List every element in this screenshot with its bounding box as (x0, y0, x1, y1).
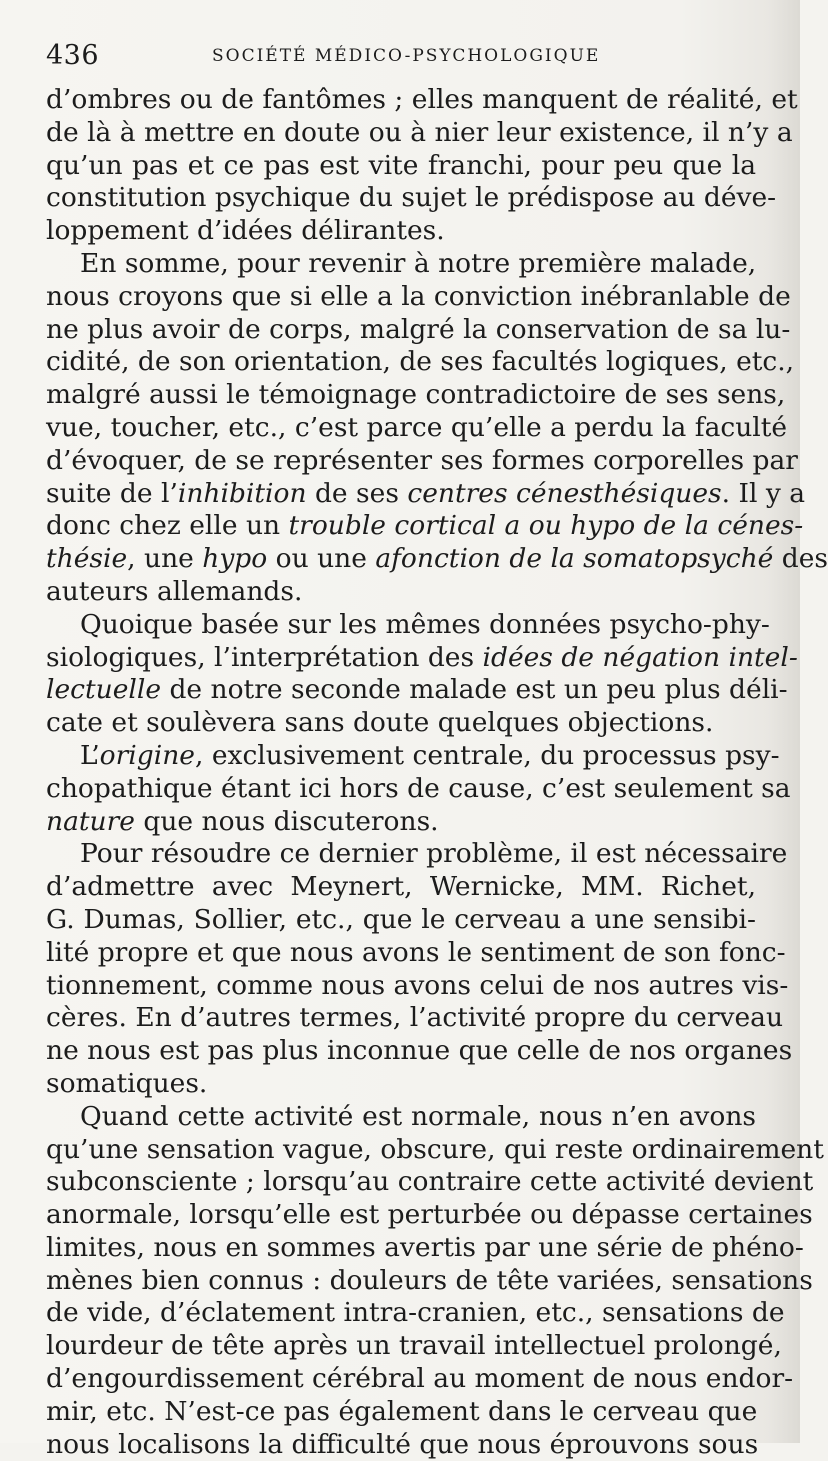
text-run: nous croyons que si elle a la conviction inébranlable de (46, 280, 791, 312)
text-line (46, 84, 798, 117)
text-line (46, 379, 786, 412)
text-run: cate et soulèvera sans doute quelques objections. (46, 707, 714, 739)
text-run: . Il y a (721, 477, 806, 509)
text-run: d’admettre avec Meynert, Wernicke, MM. Richet, (46, 871, 756, 903)
text-run: d’engourdissement cérébral au moment de nous endor- (46, 1363, 794, 1395)
text-run: L’ (80, 739, 100, 771)
italic-text: trouble cortical a ou hypo de la cénes- (288, 510, 804, 542)
text-line (46, 772, 791, 806)
text-run: lourdeur de tête après un travail intellectuel prolongé, (46, 1330, 782, 1362)
italic-text: nature (46, 805, 135, 837)
text-run: malgré aussi le témoignage contradictoire de ses sens, (46, 379, 786, 411)
text-run: qu’une sensation vague, obscure, qui reste ordinairement (46, 1133, 824, 1165)
text-run: ou une (267, 543, 376, 575)
text-line (46, 608, 770, 642)
page-number: 436 (46, 40, 100, 71)
text-line (46, 1002, 784, 1035)
text-run: Quoique basée sur les mêmes données psycho-phy- (80, 608, 770, 640)
running-title: SOCIÉTÉ MÉDICO-PSYCHOLOGIQUE (212, 46, 601, 66)
text-run: anormale, lorsqu’elle est perturbée ou dépasse certaines (46, 1199, 813, 1231)
text-line (46, 1035, 793, 1068)
text-run: d’évoquer, de se représenter ses formes corporelles par (46, 444, 798, 476)
text-run: des (773, 543, 828, 575)
text-line (46, 904, 756, 937)
text-run: suite de l’ (46, 477, 178, 509)
italic-text: inhibition (177, 477, 307, 509)
text-line (46, 477, 806, 511)
text-line (46, 936, 786, 970)
text-run: constitution psychique du sujet le prédispose au déve- (46, 182, 777, 214)
text-run: de ses (306, 477, 408, 509)
text-line (46, 1231, 804, 1265)
text-line (46, 641, 798, 675)
italic-text: lectuelle (46, 674, 162, 706)
text-run: auteurs allemands. (46, 575, 303, 607)
text-run: d’ombres ou de fantômes ; elles manquent de réalité, et (46, 84, 798, 115)
text-line (46, 510, 804, 543)
text-line (46, 444, 798, 478)
text-run: de vide, d’éclatement intra-cranien, etc., sensations de (46, 1297, 785, 1329)
text-line (46, 707, 756, 740)
text-line (46, 1133, 824, 1167)
text-line (46, 1330, 782, 1363)
text-line (46, 1363, 794, 1396)
text-run: , une (127, 543, 203, 575)
text-run: En somme, pour revenir à notre première malade, (80, 247, 757, 279)
text-line (46, 543, 828, 576)
italic-text: afonction de la somatopsyché (375, 543, 774, 575)
text-run: cères. En d’autres termes, l’activité propre du cerveau (46, 1002, 784, 1034)
text-line (46, 150, 756, 183)
text-line (46, 1068, 756, 1101)
text-line (46, 411, 788, 445)
text-run: subconsciente ; lorsqu’au contraire cette activité devient (46, 1166, 814, 1198)
text-line (46, 1166, 814, 1199)
italic-text: idées de négation intel- (482, 641, 798, 673)
text-run: de là à mettre en doute ou à nier leur existence, il n’y a (46, 116, 793, 148)
text-run: , exclusivement centrale, du processus psy- (194, 739, 780, 771)
italic-text: hypo (202, 543, 268, 575)
page-header (46, 36, 756, 76)
text-run: qu’un pas et ce pas est vite franchi, pour peu que la (46, 149, 756, 181)
text-line (46, 182, 777, 215)
italic-text: centres cénesthésiques (407, 477, 722, 509)
italic-text: origine (99, 739, 195, 771)
text-run: mènes bien connus : douleurs de tête variées, sensations (46, 1264, 813, 1296)
text-line (46, 1264, 813, 1298)
text-line (46, 313, 791, 347)
text-line (46, 739, 780, 773)
body-text (46, 84, 828, 1461)
text-line (46, 969, 789, 1003)
text-run: Quand cette activité est normale, nous n’en avons (80, 1100, 756, 1132)
text-run: donc chez elle un (46, 510, 289, 542)
text-run: nous localisons la difficulté que nous éprouvons sous (46, 1428, 759, 1460)
text-line (46, 1199, 813, 1232)
text-run: cidité, de son orientation, de ses facultés logiques, etc., (46, 346, 795, 378)
text-run: G. Dumas, Sollier, etc., que le cerveau a une sensibi- (46, 903, 756, 935)
text-run: somatiques. (46, 1067, 208, 1099)
text-line (46, 1396, 756, 1429)
text-line (46, 576, 756, 609)
text-run: que nous discuterons. (134, 805, 439, 837)
text-line (46, 674, 788, 707)
text-line (46, 116, 793, 150)
text-run: ne nous est pas plus inconnue que celle de nos organes (46, 1035, 793, 1067)
text-run: de notre seconde malade est un peu plus déli- (161, 674, 788, 706)
text-line (46, 280, 791, 314)
text-line (46, 215, 756, 248)
text-run: tionnement, comme nous avons celui de nos autres vis- (46, 969, 789, 1001)
text-run: siologiques, l’interprétation des (46, 641, 483, 673)
text-line (46, 248, 756, 281)
italic-text: thésie (46, 543, 128, 575)
text-run: mir, etc. N’est-ce pas également dans le cerveau que (46, 1395, 758, 1427)
text-run: vue, toucher, etc., c’est parce qu’elle a perdu la faculté (46, 411, 788, 443)
text-line (46, 871, 756, 904)
text-line (46, 838, 788, 871)
text-line (46, 806, 756, 839)
text-run: ne plus avoir de corps, malgré la conservation de sa lu- (46, 313, 791, 345)
text-run: Pour résoudre ce dernier problème, il est nécessaire (80, 838, 788, 870)
text-run: lité propre et que nous avons le sentiment de son fonc- (46, 936, 786, 968)
text-run: loppement d’idées délirantes. (46, 215, 445, 247)
text-line (46, 1428, 759, 1461)
text-line (46, 1101, 756, 1134)
text-run: chopathique étant ici hors de cause, c’est seulement sa (46, 772, 791, 804)
text-run: limites, nous en sommes avertis par une série de phéno- (46, 1231, 804, 1263)
text-line (46, 1297, 785, 1330)
text-line (46, 346, 795, 379)
